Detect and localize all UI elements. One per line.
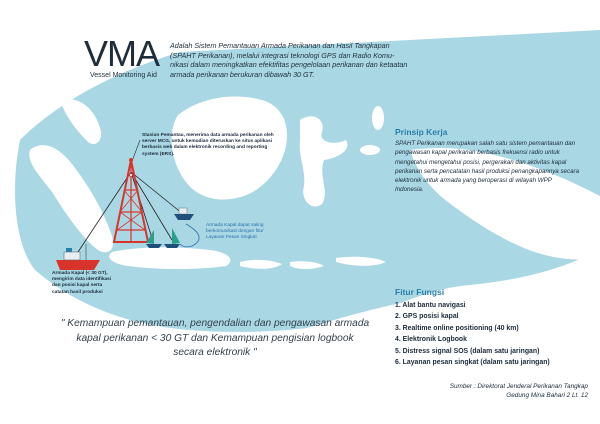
page-subtitle: Vessel Monitoring Aid: [90, 72, 157, 79]
station-label: Stasiun Pemantau, menerima data armada perikanan oleh server MCG, untuk kemudian diteruskan ke situs aplikasi berbasis web dalam elektronik recording and reporting system (ERS).: [142, 133, 274, 157]
intro-text: Adalah Sistem Pemantauan Armada Perikanan dan Hasil Tangkapan (SPAHT Perikanan), melalui integrasi teknologi GPS dan Radio Komu-nikasi dalam meningkatkan efektifitas pengelolaan perikanan dan ketaatan armada perikanan berukuran dibawah 30 GT.: [170, 41, 408, 79]
fitur-item: 6. Layanan pesan singkat (dalam satu jaringan): [395, 359, 550, 367]
java-island: [109, 247, 230, 269]
source-credit: [450, 382, 588, 400]
fitur-item: 1. Alat bantu navigasi: [395, 302, 466, 309]
fitur-item: 3. Realtime online positioning (40 km): [395, 324, 519, 332]
source-line-2: Gedung Mina Bahari 2 Lt. 12: [506, 392, 588, 399]
fitur-list: [395, 300, 550, 368]
messaging-label: Armada Kapal dapat saling berkomunikasi dengan fitur Layanan Pesan Singkat: [206, 223, 264, 241]
fitur-item: 2. GPS posisi kapal: [395, 313, 459, 321]
page-title: VMA: [84, 33, 160, 74]
maluku-island: [360, 145, 380, 155]
source-line-1: Sumber : Direktorat Jenderal Perikanan Tangkap: [449, 383, 588, 390]
fitur-fungsi-title: Fitur Fungsi: [395, 287, 445, 297]
fitur-item: 5. Distress signal SOS (dalam satu jaringan): [395, 347, 540, 355]
fitur-item: 4. Elektronik Logbook: [395, 336, 467, 344]
halmahera-island: [372, 106, 384, 130]
quote-text: " Kemampuan pemantauan, pengendalian dan pengawasan armada kapal perikanan < 30 GT dan Kemampuan pengisian logbook secara elektronik ": [60, 318, 370, 358]
prinsip-kerja-title: Prinsip Kerja: [395, 127, 448, 137]
vessel-label: Armada Kapal (< 30 GT), mengirim data identifikasi dan posisi kapal serta catatan hasil produksi: [52, 271, 112, 295]
prinsip-kerja-body: SPAHT Perikanan merupakan salah satu sistem pemantauan dan pengawasan kapal perikanan berbasis frekuensi radio untuk mengetahui mengetahui posisi, pergerakan dan aktivitas kapal perikanan serta pencatatan hasil produksi penangkapannya secara elektronik untuk armada yang beroperasi di wilayah WPP Indonesia.: [395, 140, 580, 194]
